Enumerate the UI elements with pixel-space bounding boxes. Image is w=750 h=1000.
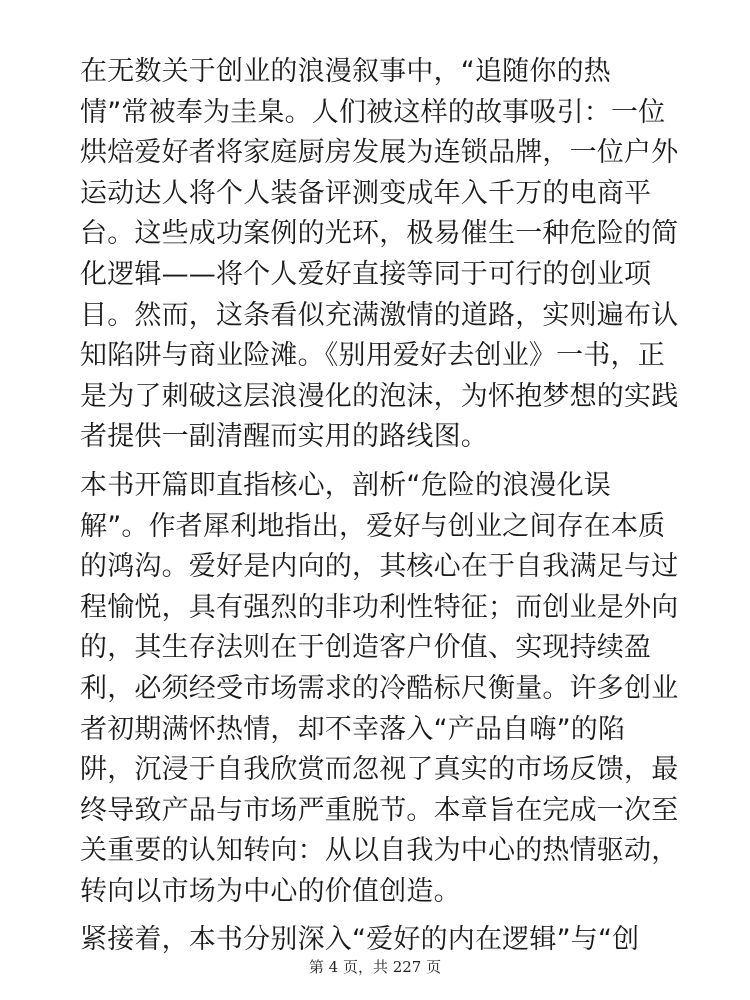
text-line: 者初期满怀热情，却不幸落入“产品自嗨”的陷 <box>80 713 626 745</box>
text-line: 在无数关于创业的浪漫叙事中，“追随你的热 <box>80 56 611 87</box>
text-line: 是为了刺破这层浪漫化的泡沫，为怀抱梦想的实践 <box>80 380 679 412</box>
text-line: 的鸿沟。爱好是内向的，其核心在于自我满足与过 <box>80 551 679 583</box>
text-line: 阱，沉浸于自我欣赏而忽视了真实的市场反馈，最 <box>80 754 679 786</box>
text-line: 解”。作者犀利地指出，爱好与创业之间存在本质 <box>80 510 666 542</box>
text-line: 终导致产品与市场严重脱节。本章旨在完成一次至 <box>80 794 679 826</box>
text-line: 台。这些成功案例的光环，极易催生一种危险的简 <box>80 218 679 250</box>
text-line: 目。然而，这条看似充满激情的道路，实则遍布认 <box>80 299 679 331</box>
text-line: 者提供一副清醒而实用的路线图。 <box>80 421 488 453</box>
text-line: 本书开篇即直指核心，剖析“危险的浪漫化误 <box>80 469 611 501</box>
document-body <box>80 52 679 969</box>
text-line: 紧接着，本书分别深入“爱好的内在逻辑”与“创 <box>80 924 640 956</box>
text-line: 烘焙爱好者将家庭厨房发展为连锁品牌，一位户外 <box>80 137 679 169</box>
paragraph-3 <box>80 920 670 961</box>
text-line: 利，必须经受市场需求的冷酷标尺衡量。许多创业 <box>80 672 679 704</box>
page-number-footer: 第 4 页，共 227 页 <box>308 958 442 976</box>
text-line: 程愉悦，具有强烈的非功利性特征；而创业是外向 <box>80 591 679 623</box>
text-line: 运动达人将个人装备评测变成年入千万的电商平 <box>80 177 652 209</box>
text-line: 的，其生存法则在于创造客户价值、实现持续盈 <box>80 632 652 664</box>
text-line: 化逻辑——将个人爱好直接等同于可行的创业项 <box>80 258 652 290</box>
text-line: 关重要的认知转向：从以自我为中心的热情驱动， <box>80 835 679 867</box>
text-line: 情”常被奉为圭臬。人们被这样的故事吸引：一位 <box>80 96 666 128</box>
text-line: 转向以市场为中心的价值创造。 <box>80 875 461 907</box>
paragraph-1 <box>80 52 679 458</box>
text-line: 知陷阱与商业险滩。《别用爱好去创业》一书，正 <box>80 340 665 372</box>
paragraph-2 <box>80 466 679 913</box>
